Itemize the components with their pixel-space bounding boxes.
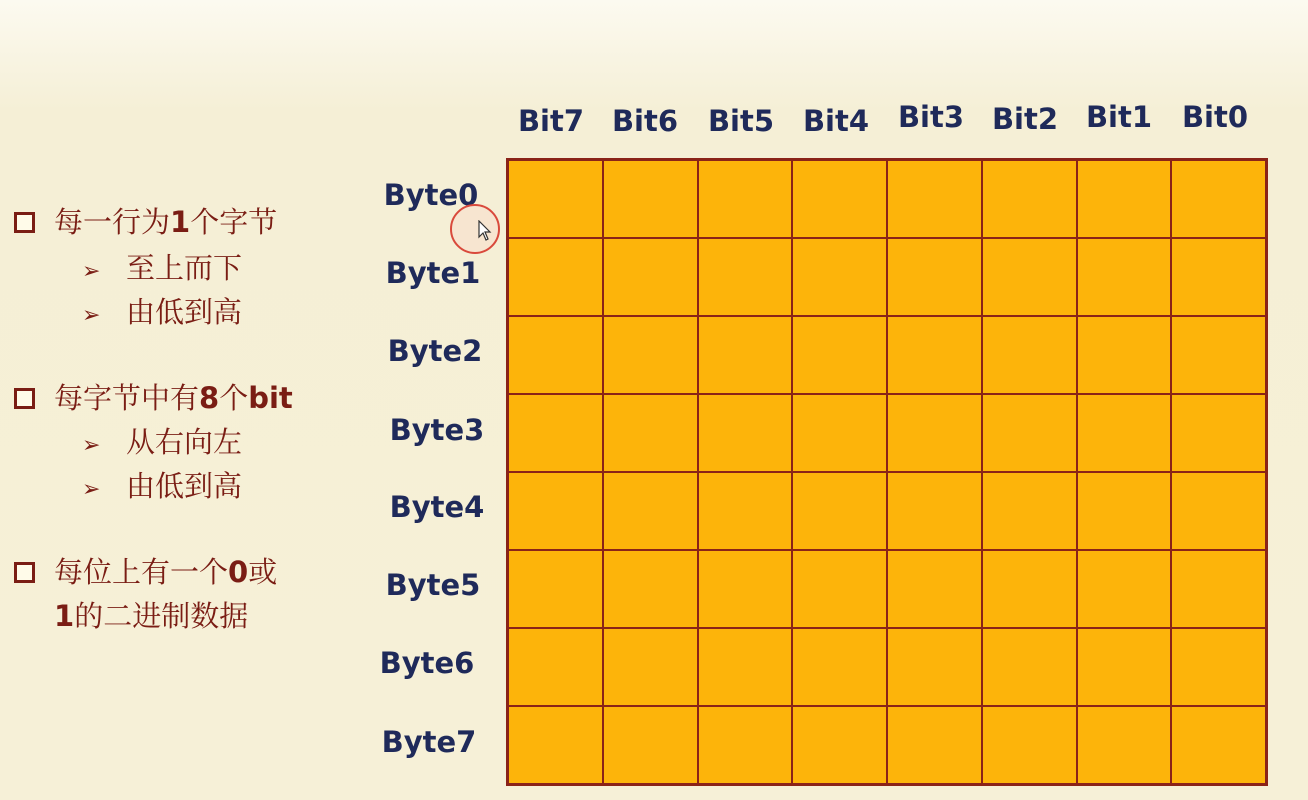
bit-cell (982, 394, 1077, 472)
bit-cell (603, 160, 698, 238)
bit-cell (603, 316, 698, 394)
bit-cell (603, 238, 698, 316)
bullet-bold: 0 (228, 555, 249, 589)
bit-cell (603, 628, 698, 706)
bit-cell (1171, 706, 1266, 784)
column-header-bit5: Bit5 (707, 104, 775, 138)
bit-cell (887, 472, 982, 550)
bit-cell (887, 628, 982, 706)
bit-cell (603, 472, 698, 550)
sub-item-text: 由低到高 (126, 469, 243, 503)
arrow-bullet-icon: ➢ (82, 477, 101, 502)
bit-cell (887, 394, 982, 472)
bit-cell (1171, 238, 1266, 316)
square-bullet-icon (14, 388, 35, 409)
square-bullet-icon (14, 562, 35, 583)
row-header-byte2: Byte2 (387, 334, 483, 368)
sub-item-text: 从右向左 (126, 425, 243, 459)
bit-cell (982, 550, 1077, 628)
bullet-bold: 1 (54, 599, 75, 633)
bit-cell (887, 316, 982, 394)
bit-cell (1077, 550, 1172, 628)
bullet-text: 个 (219, 381, 249, 415)
cursor-highlight (450, 204, 500, 254)
bit-cell (792, 550, 887, 628)
bit-cell (603, 706, 698, 784)
row-header-byte3: Byte3 (389, 413, 485, 447)
bit-cell (1171, 316, 1266, 394)
column-header-bit7: Bit7 (517, 104, 585, 138)
bit-cell (698, 472, 793, 550)
bit-cell (1077, 238, 1172, 316)
bit-cell (982, 706, 1077, 784)
column-header-bit0: Bit0 (1181, 100, 1249, 134)
bullet-text: 每一行为 (54, 205, 171, 239)
bit-cell (698, 238, 793, 316)
sub-item (82, 246, 242, 294)
bit-cell (792, 706, 887, 784)
bit-cell (1077, 160, 1172, 238)
row-header-byte7: Byte7 (381, 725, 477, 759)
arrow-bullet-icon: ➢ (82, 433, 101, 458)
column-header-bit6: Bit6 (611, 104, 679, 138)
bit-cell (1171, 550, 1266, 628)
column-header-bit1: Bit1 (1085, 100, 1153, 134)
mouse-pointer-icon (478, 220, 492, 242)
bullet-text: 每位上有一个 (54, 555, 229, 589)
sub-item-text: 至上而下 (126, 251, 243, 285)
row-header-byte4: Byte4 (389, 490, 485, 524)
bit-cell (508, 394, 603, 472)
bullet-bold: 8 (199, 381, 220, 415)
row-header-byte5: Byte5 (385, 568, 481, 602)
bullet-text: 或 (248, 555, 278, 589)
bit-cell (982, 238, 1077, 316)
bit-cell (1077, 316, 1172, 394)
bit-cell (508, 238, 603, 316)
bit-cell (1077, 706, 1172, 784)
bit-cell (603, 550, 698, 628)
column-header-bit4: Bit4 (802, 104, 870, 138)
bit-cell (1171, 160, 1266, 238)
column-header-bit2: Bit2 (991, 102, 1059, 136)
bit-cell (508, 472, 603, 550)
row-header-byte6: Byte6 (379, 646, 475, 680)
bit-cell (887, 550, 982, 628)
bit-cell (792, 238, 887, 316)
bit-cell (508, 160, 603, 238)
bit-cell (887, 238, 982, 316)
bit-cell (698, 316, 793, 394)
bit-cell (1077, 628, 1172, 706)
row-header-byte1: Byte1 (385, 256, 481, 290)
bit-cell (1077, 394, 1172, 472)
bit-cell (792, 316, 887, 394)
sub-item (82, 420, 242, 468)
square-bullet-icon (14, 212, 35, 233)
sub-item (82, 290, 242, 338)
sub-item (82, 464, 242, 512)
bit-cell (1077, 472, 1172, 550)
bit-cell (508, 628, 603, 706)
sub-item-text: 由低到高 (126, 295, 243, 329)
bullet-bold: 1 (170, 205, 191, 239)
bit-cell (508, 550, 603, 628)
bit-cell (698, 628, 793, 706)
arrow-bullet-icon: ➢ (82, 259, 101, 284)
bullet-bold: bit (248, 381, 293, 415)
bit-cell (792, 628, 887, 706)
bullet-text: 的二进制数据 (74, 599, 249, 633)
arrow-bullet-icon: ➢ (82, 303, 101, 328)
bit-cell (887, 160, 982, 238)
bit-cell (698, 394, 793, 472)
bit-cell (887, 706, 982, 784)
bit-cell (508, 706, 603, 784)
bit-cell (982, 628, 1077, 706)
bit-cell (982, 472, 1077, 550)
bit-cell (508, 316, 603, 394)
bit-grid (506, 158, 1268, 786)
bit-cell (982, 160, 1077, 238)
bit-cell (698, 550, 793, 628)
bit-cell (1171, 472, 1266, 550)
bit-cell (792, 394, 887, 472)
column-header-bit3: Bit3 (897, 100, 965, 134)
bit-cell (603, 394, 698, 472)
bit-cell (792, 472, 887, 550)
bit-cell (698, 706, 793, 784)
bit-cell (982, 316, 1077, 394)
bit-cell (1171, 394, 1266, 472)
bit-cell (698, 160, 793, 238)
bit-cell (1171, 628, 1266, 706)
bullet-text: 个字节 (190, 205, 278, 239)
bit-cell (792, 160, 887, 238)
bullet-text: 每字节中有 (54, 381, 200, 415)
row-header-byte0: Byte0 (383, 178, 479, 212)
